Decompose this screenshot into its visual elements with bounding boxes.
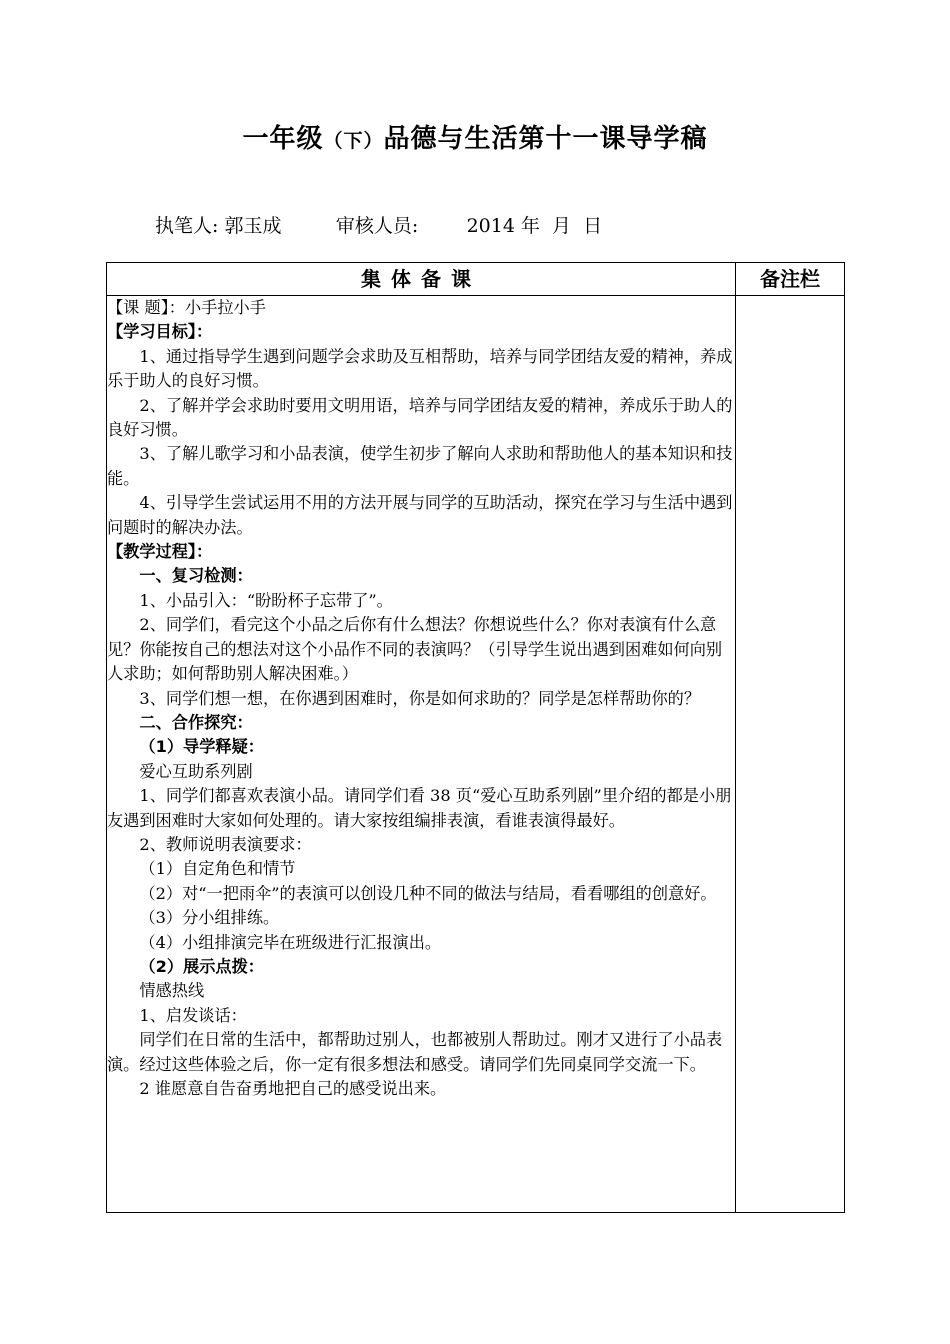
lesson-plan-table bbox=[106, 262, 845, 1213]
title-part-2: 品德与生活第十一课导学稿 bbox=[383, 124, 708, 154]
remarks-cell bbox=[736, 296, 845, 1213]
content-line: 二、合作探究： bbox=[139, 712, 253, 732]
content-line: 2 谁愿意自告奋勇地把自己的感受说出来。 bbox=[139, 1079, 447, 1098]
content-line: 1、同学们都喜欢表演小品。请同学们看 38 页“爱心互助系列剧”里介绍的都是小朋友遇到困难时大家如何处理的。请大家按组编排表演，看谁表演得最好。 bbox=[107, 786, 732, 830]
content-line: 1、启发谈话： bbox=[139, 1005, 247, 1025]
content-line: （4）小组排演完毕在班级进行汇报演出。 bbox=[139, 932, 442, 952]
content-line: 1、通过指导学生遇到问题学会求助及互相帮助，培养与同学团结友爱的精神，养成乐于助人的良好习惯。 bbox=[107, 346, 733, 391]
content-line: （1）导学释疑： bbox=[139, 737, 264, 757]
content-line: 4、引导学生尝试运用不用的方法开展与同学的互助活动，探究在学习与生活中遇到问题时的解决办法。 bbox=[107, 493, 733, 537]
author-name: 郭玉成 bbox=[224, 215, 282, 237]
content-line: 【课 题】：小手拉小手 bbox=[107, 298, 266, 317]
header-remarks: 备注栏 bbox=[736, 263, 845, 296]
reviewer-label: 审核人员: bbox=[335, 215, 419, 237]
lesson-content-cell bbox=[107, 296, 736, 1213]
content-line: 【学习目标】： bbox=[107, 322, 213, 342]
content-line: （2）对“一把雨伞”的表演可以创设几种不同的做法与结局，看看哪组的创意好。 bbox=[139, 883, 717, 903]
date-field: 2014 年 月 日 bbox=[466, 215, 603, 237]
content-line: 一、复习检测： bbox=[139, 566, 253, 586]
content-line: 1、小品引入：“盼盼杯子忘带了”。 bbox=[139, 590, 393, 610]
table-header-row bbox=[107, 263, 845, 296]
header-collective-lesson: 集体备课 bbox=[107, 263, 736, 296]
content-line: （3）分小组排练。 bbox=[139, 908, 280, 928]
content-line: 2、同学们，看完这个小品之后你有什么想法？你想说些什么？你对表演有什么意见？你能按自己的想法对这个小品作不同的表演吗？（引导学生说出遇到困难如何向别人求助；如何帮助别人解决困难。） bbox=[107, 615, 723, 684]
title-part-1: 一年级 bbox=[242, 124, 324, 154]
content-line: 2、了解并学会求助时要用文明用语，培养与同学团结友爱的精神，养成乐于助人的良好习惯。 bbox=[107, 395, 733, 440]
content-line: 爱心互助系列剧 bbox=[139, 761, 253, 781]
author-line bbox=[155, 211, 602, 238]
table-body-row bbox=[107, 296, 845, 1213]
title-paren: （下） bbox=[323, 130, 384, 152]
content-line: 情感热线 bbox=[139, 981, 205, 1001]
content-line: 3、了解儿歌学习和小品表演，使学生初步了解向人求助和帮助他人的基本知识和技能。 bbox=[107, 444, 733, 488]
content-line: 同学们在日常的生活中，都帮助过别人，也都被别人帮助过。刚才又进行了小品表演。经过这些体验之后，你一定有很多想法和感受。请同学们先同桌同学交流一下。 bbox=[107, 1030, 723, 1074]
content-line: 【教学过程】： bbox=[107, 542, 213, 562]
content-line: （2）展示点拨： bbox=[139, 956, 264, 976]
author-label: 执笔人: bbox=[155, 215, 219, 237]
content-line: （1）自定角色和情节 bbox=[139, 859, 296, 879]
page-title bbox=[0, 118, 950, 155]
content-line: 3、同学们想一想，在你遇到困难时，你是如何求助的？同学是怎样帮助你的？ bbox=[139, 688, 701, 708]
content-line: 2、教师说明表演要求： bbox=[139, 834, 312, 854]
